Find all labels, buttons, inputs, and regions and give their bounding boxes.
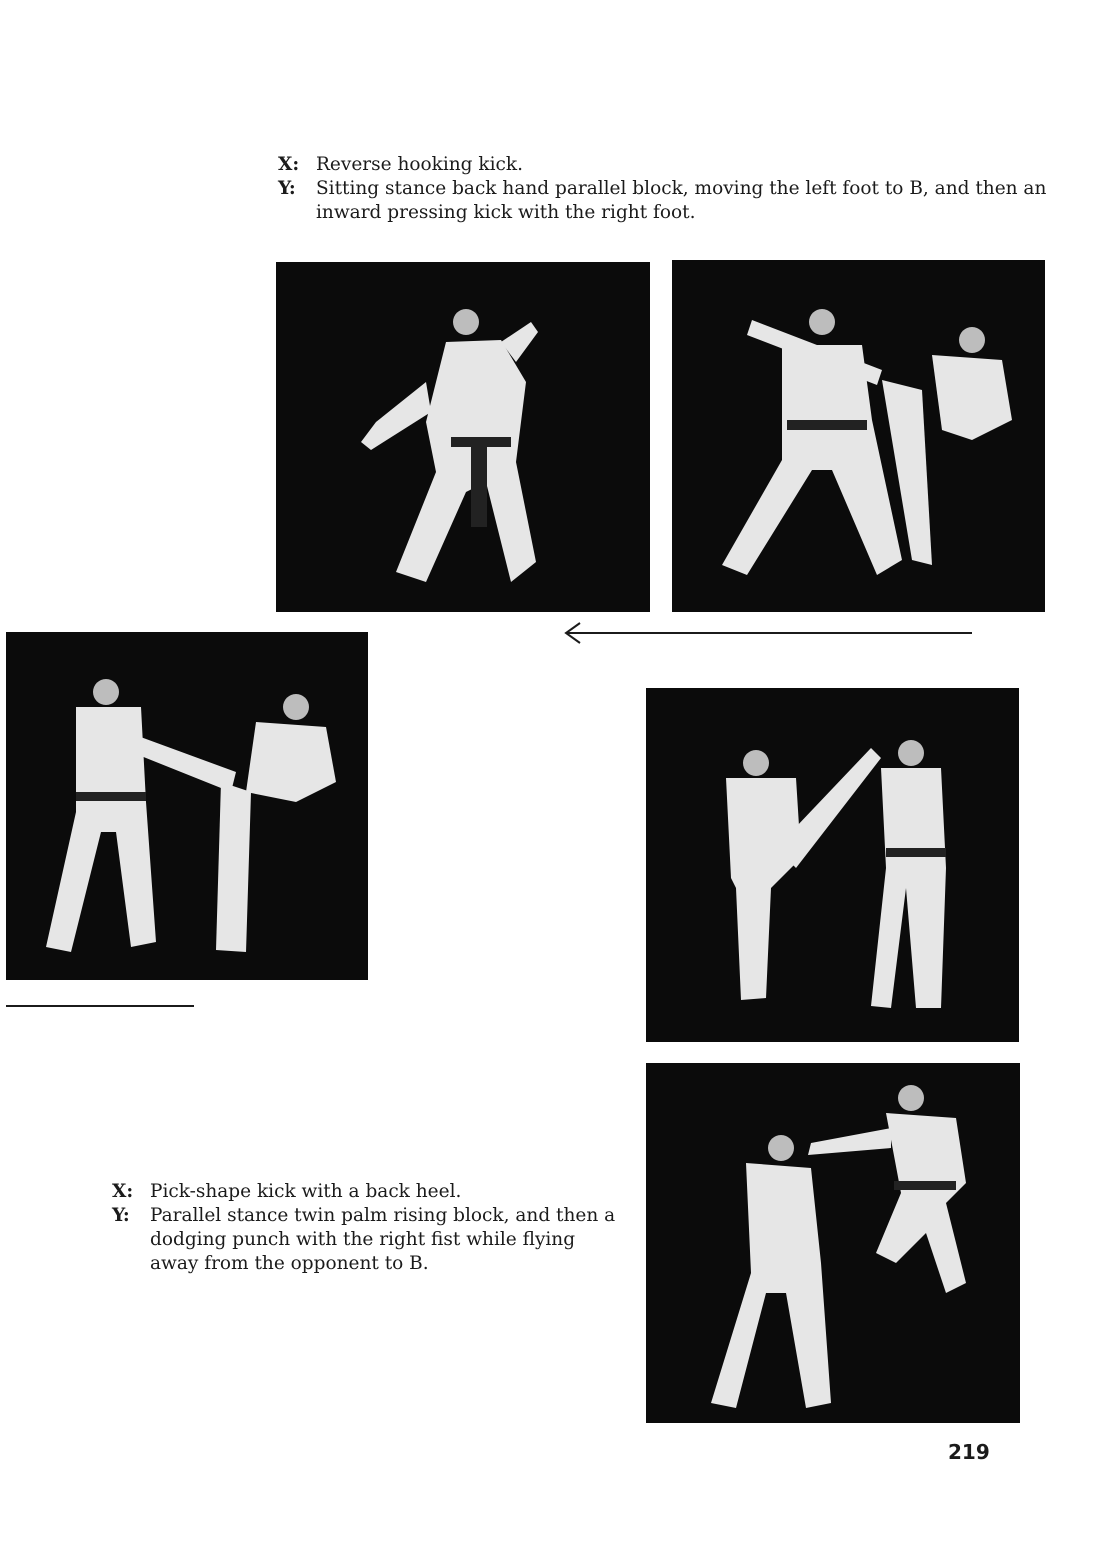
page-number: 219 (948, 1440, 990, 1464)
photo-figures (276, 262, 650, 612)
caption-text: Sitting stance back hand parallel block, moving the left foot to B, and then an inward pressing kick with the right foot. (316, 178, 1047, 223)
caption-key: Y: (112, 1205, 130, 1226)
caption-key: X: (112, 1181, 134, 1202)
photo-bottom-right (646, 1063, 1020, 1423)
direction-arrow-left (562, 620, 974, 646)
bottom-caption-x (112, 1180, 622, 1204)
photo-top-left (276, 262, 650, 612)
photo-figures (646, 1063, 1020, 1423)
caption-text: Pick-shape kick with a back heel. (150, 1181, 462, 1202)
photo-figures (646, 688, 1019, 1042)
photo-figures (672, 260, 1045, 612)
caption-key: X: (278, 154, 300, 175)
photo-figures (6, 632, 368, 980)
photo-top-right (672, 260, 1045, 612)
bottom-caption-y (112, 1204, 622, 1276)
top-caption-y (278, 177, 1048, 225)
photo-middle-right (646, 688, 1019, 1042)
bottom-caption (112, 1180, 622, 1276)
photo-middle-left (6, 632, 368, 980)
top-caption (278, 153, 1048, 225)
caption-text: Reverse hooking kick. (316, 154, 523, 175)
caption-text: Parallel stance twin palm rising block, and then a dodging punch with the right fist while flying away from the opponent to B. (150, 1205, 616, 1274)
caption-key: Y: (278, 178, 296, 199)
top-caption-x (278, 153, 1048, 177)
divider-rule (6, 1005, 194, 1007)
